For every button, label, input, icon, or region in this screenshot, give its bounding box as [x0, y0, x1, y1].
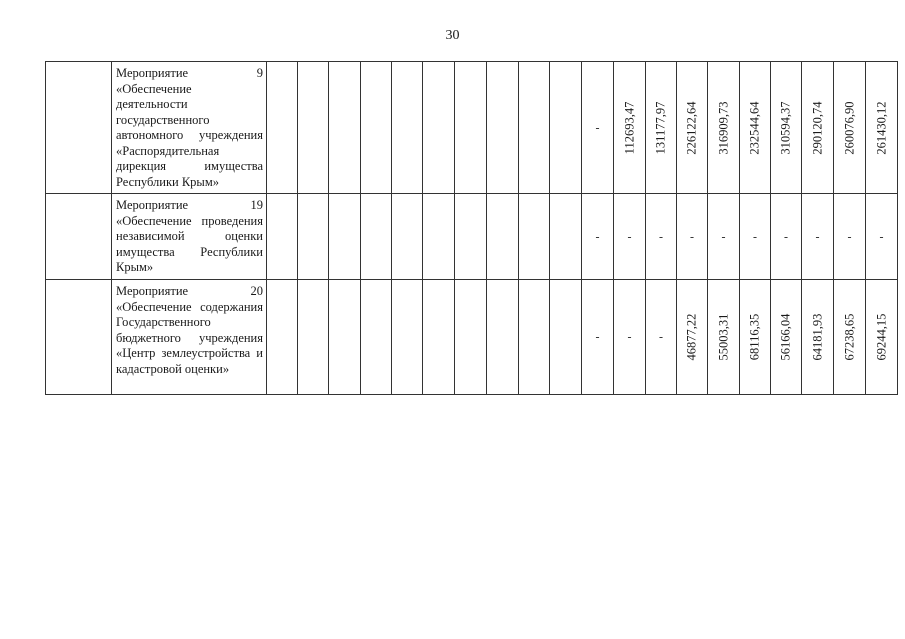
- event-description-cell: [112, 62, 267, 194]
- value-cell: [771, 280, 802, 395]
- value-cell: [519, 194, 550, 280]
- value-cell: [802, 62, 834, 194]
- amount-value: 68116,35: [747, 313, 762, 361]
- value-cell: [392, 280, 423, 395]
- value-cell: [771, 194, 802, 280]
- value-cell: [267, 280, 298, 395]
- value-cell: [614, 194, 646, 280]
- value-cell: [361, 280, 392, 395]
- event-description: «Обеспечение проведения независимой оценки имущества Республики Крым»: [116, 213, 263, 274]
- row-number-cell: [46, 280, 112, 395]
- value-cell: [646, 62, 677, 194]
- empty-value-dash: -: [659, 329, 663, 344]
- empty-value-dash: -: [690, 229, 694, 243]
- value-cell: [708, 280, 740, 395]
- value-cell: [834, 62, 866, 194]
- value-cell: [298, 194, 329, 280]
- empty-value-dash: -: [627, 329, 632, 344]
- event-label: Мероприятие: [116, 198, 189, 212]
- value-cell: [740, 280, 771, 395]
- value-cell: [487, 280, 519, 395]
- value-cell: [866, 280, 898, 395]
- event-number: 20: [250, 284, 263, 298]
- event-number: 19: [250, 198, 263, 212]
- value-cell: [487, 62, 519, 194]
- table-row: [46, 62, 898, 194]
- value-cell: [866, 62, 898, 194]
- program-table: [45, 61, 898, 395]
- amount-value: 260076,90: [842, 100, 856, 155]
- value-cell: [423, 280, 455, 395]
- amount-value: 67238,65: [842, 313, 856, 361]
- value-cell: [771, 62, 802, 194]
- value-cell: [582, 62, 614, 194]
- amount-value: 46877,22: [684, 313, 699, 361]
- value-cell: [423, 194, 455, 280]
- event-description: «Обеспечение содержания Государственного бюджетного учреждения «Центр землеустройства и кадастровой оценки»: [116, 299, 263, 376]
- amount-value: 69244,15: [874, 313, 888, 361]
- event-label: Мероприятие: [116, 284, 189, 298]
- amount-value: 261430,12: [874, 100, 888, 155]
- empty-value-dash: -: [847, 229, 852, 243]
- empty-value-dash: -: [659, 229, 663, 243]
- table-row: [46, 194, 898, 280]
- value-cell: [455, 62, 487, 194]
- value-cell: [267, 62, 298, 194]
- value-cell: [455, 194, 487, 280]
- value-cell: [708, 62, 740, 194]
- row-number-cell: [46, 62, 112, 194]
- empty-value-dash: -: [815, 229, 820, 243]
- amount-value: 290120,74: [810, 100, 824, 155]
- value-cell: [361, 62, 392, 194]
- value-cell: [392, 62, 423, 194]
- event-number: 9: [256, 66, 263, 80]
- value-cell: [834, 280, 866, 395]
- table-row: [46, 280, 898, 395]
- value-cell: [423, 62, 455, 194]
- empty-value-dash: -: [784, 229, 788, 243]
- value-cell: [614, 62, 646, 194]
- event-description: «Обеспечение деятельности государственного автономного учреждения «Распорядительная дирекция имущества Республики Крым»: [116, 81, 263, 189]
- value-cell: [550, 194, 582, 280]
- value-cell: [708, 194, 740, 280]
- amount-value: 56166,04: [778, 313, 793, 361]
- value-cell: [267, 194, 298, 280]
- empty-value-dash: -: [595, 120, 600, 134]
- value-cell: [646, 280, 677, 395]
- value-cell: [802, 194, 834, 280]
- empty-value-dash: -: [721, 229, 726, 243]
- value-cell: [361, 194, 392, 280]
- value-cell: [298, 62, 329, 194]
- event-description-cell: [112, 194, 267, 280]
- value-cell: [298, 280, 329, 395]
- row-number-cell: [46, 194, 112, 280]
- value-cell: [582, 194, 614, 280]
- empty-value-dash: -: [595, 229, 600, 243]
- event-label: Мероприятие: [116, 66, 189, 80]
- amount-value: 316909,73: [716, 100, 730, 155]
- value-cell: [392, 194, 423, 280]
- value-cell: [487, 194, 519, 280]
- amount-value: 131177,97: [653, 101, 668, 154]
- value-cell: [329, 62, 361, 194]
- value-cell: [740, 62, 771, 194]
- value-cell: [740, 194, 771, 280]
- value-cell: [802, 280, 834, 395]
- amount-value: 64181,93: [810, 313, 824, 361]
- page-number: 30: [445, 28, 460, 43]
- empty-value-dash: -: [627, 229, 632, 243]
- amount-value: 226122,64: [684, 100, 699, 155]
- empty-value-dash: -: [753, 229, 757, 243]
- value-cell: [519, 280, 550, 395]
- value-cell: [519, 62, 550, 194]
- amount-value: 112693,47: [622, 101, 636, 154]
- event-description-cell: [112, 280, 267, 395]
- value-cell: [677, 194, 708, 280]
- empty-value-dash: -: [595, 329, 600, 344]
- value-cell: [677, 280, 708, 395]
- value-cell: [550, 280, 582, 395]
- empty-value-dash: -: [879, 229, 884, 243]
- value-cell: [329, 194, 361, 280]
- value-cell: [677, 62, 708, 194]
- value-cell: [866, 194, 898, 280]
- amount-value: 232544,64: [747, 100, 762, 155]
- value-cell: [646, 194, 677, 280]
- amount-value: 310594,37: [778, 100, 793, 155]
- value-cell: [550, 62, 582, 194]
- value-cell: [834, 194, 866, 280]
- amount-value: 55003,31: [716, 313, 730, 361]
- value-cell: [455, 280, 487, 395]
- value-cell: [614, 280, 646, 395]
- value-cell: [582, 280, 614, 395]
- value-cell: [329, 280, 361, 395]
